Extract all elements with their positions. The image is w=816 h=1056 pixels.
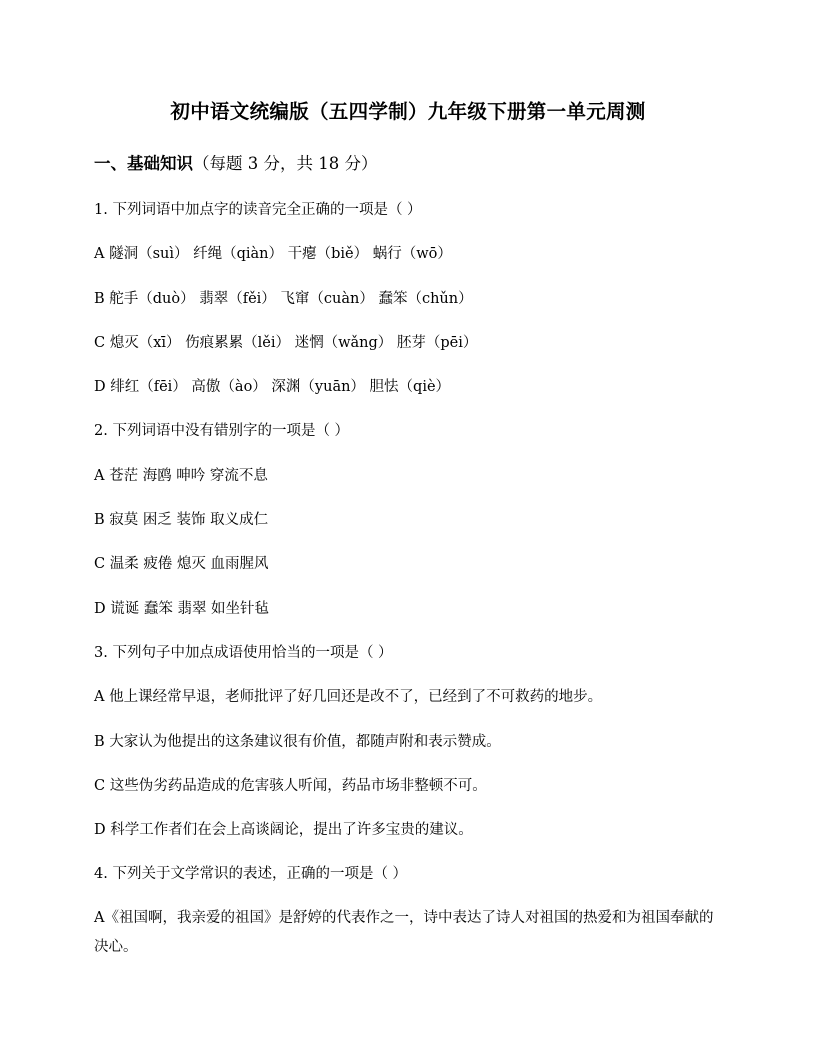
question-1-option-b: B 舵手（duò） 翡翠（fěi） 飞窜（cuàn） 蠢笨（chǔn） (94, 290, 473, 307)
question-3-option-c: C 这些伪劣药品造成的危害骇人听闻，药品市场非整顿不可。 (94, 777, 487, 794)
question-3-option-a: A 他上课经常早退，老师批评了好几回还是改不了，已经到了不可救药的地步。 (94, 689, 603, 706)
question-2-stem: 2. 下列词语中没有错别字的一项是（ ） (94, 423, 350, 440)
question-2-option-a: A 苍茫 海鸥 呻吟 穿流不息 (94, 467, 268, 484)
question-4-option-a: A《祖国啊，我亲爱的祖国》是舒婷的代表作之一，诗中表达了诗人对祖国的热爱和为祖国奉献的决心。 (94, 909, 714, 955)
page-title: 初中语文统编版（五四学制）九年级下册第一单元周测 (170, 100, 646, 123)
question-2-option-b: B 寂莫 困乏 装饰 取义成仁 (94, 512, 269, 529)
section-heading-label: 一、基础知识 (94, 154, 193, 173)
section-heading (94, 150, 377, 174)
question-3-option-d: D 科学工作者们在会上高谈阔论，提出了许多宝贵的建议。 (94, 822, 473, 839)
question-list (94, 198, 724, 962)
question-3-option-b: B 大家认为他提出的这条建议很有价值，都随声附和表示赞成。 (94, 733, 501, 750)
question-4-stem: 4. 下列关于文学常识的表述，正确的一项是（ ） (94, 866, 408, 883)
question-1-option-a: A 隧洞（suì） 纤绳（qiàn） 干瘪（biě） 蜗行（wō） (94, 246, 452, 263)
question-2-option-d: D 谎诞 蠢笨 翡翠 如坐针毡 (94, 600, 270, 617)
question-3-stem: 3. 下列句子中加点成语使用恰当的一项是（ ） (94, 644, 393, 661)
question-2-option-c: C 温柔 疲倦 熄灭 血雨腥风 (94, 556, 269, 573)
question-1-option-c: C 熄灭（xī） 伤痕累累（lěi） 迷惘（wǎng） 胚芽（pēi） (94, 334, 478, 351)
question-1-option-d: D 绯红（fēi） 高傲（ào） 深渊（yuān） 胆怯（qiè） (94, 379, 451, 396)
question-1-stem: 1. 下列词语中加点字的读音完全正确的一项是（ ） (94, 202, 422, 218)
section-score-note: （每题 3 分，共 18 分） (193, 154, 378, 173)
